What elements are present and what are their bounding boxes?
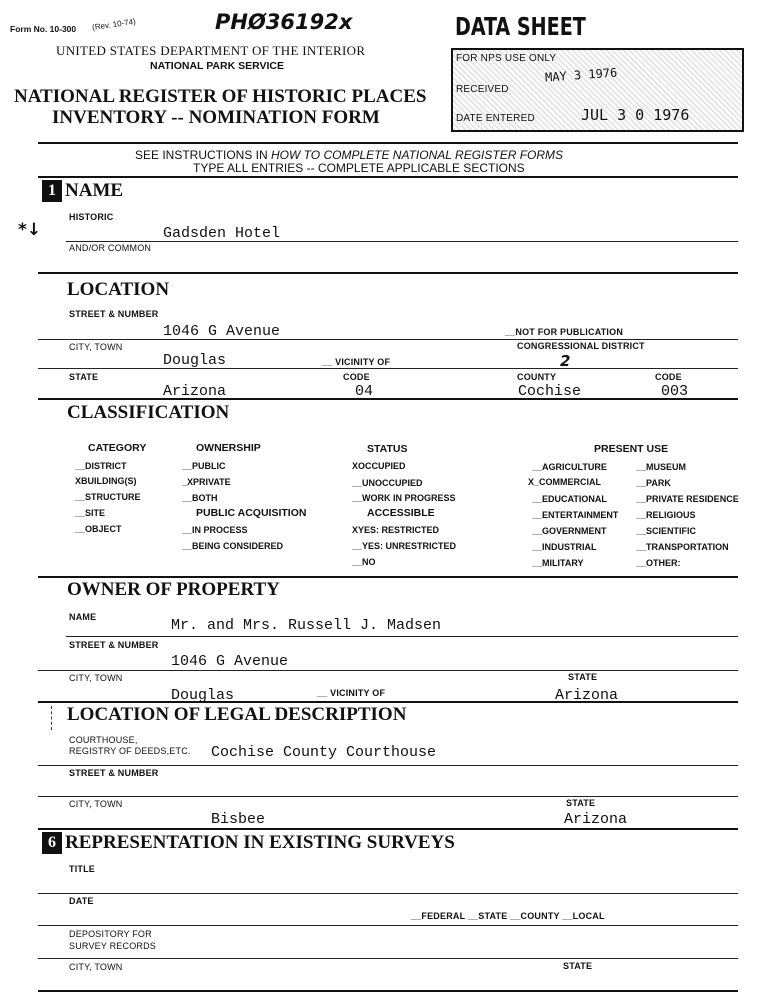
section-title: REPRESENTATION IN EXISTING SURVEYS: [65, 832, 455, 853]
survey-state-label: STATE: [563, 961, 593, 971]
use-museum[interactable]: __MUSEUM: [636, 462, 687, 472]
field-line: [66, 241, 738, 242]
legal-city-value: Bisbee: [211, 811, 266, 828]
section-rule: [38, 576, 738, 578]
use-private-residence[interactable]: __PRIVATE RESIDENCE: [636, 494, 739, 504]
margin-annotation: *↓: [18, 220, 42, 240]
use-educational[interactable]: __EDUCATIONAL: [532, 494, 607, 504]
city-value: Douglas: [163, 352, 227, 369]
header-rule: [38, 142, 738, 144]
form-revision: (Rev. 10-74): [91, 16, 137, 33]
ownership-private[interactable]: _XPRIVATE: [182, 477, 231, 487]
field-line: [66, 636, 738, 637]
section-number-badge: 1: [42, 180, 62, 202]
section-rule: [38, 272, 738, 274]
acquisition-in-process[interactable]: __IN PROCESS: [182, 525, 248, 535]
instructions-line2: TYPE ALL ENTRIES -- COMPLETE APPLICABLE SECTIONS: [193, 161, 525, 175]
field-line: [38, 796, 738, 797]
form-title-line2: INVENTORY -- NOMINATION FORM: [52, 107, 380, 128]
historic-name-value: Gadsden Hotel: [163, 225, 281, 242]
present-use-heading: PRESENT USE: [594, 443, 669, 455]
category-district[interactable]: __DISTRICT: [75, 461, 127, 471]
owner-street-value: 1046 G Avenue: [171, 653, 289, 670]
survey-city-label: CITY, TOWN: [69, 962, 123, 972]
service-name: NATIONAL PARK SERVICE: [150, 60, 284, 72]
historic-label: HISTORIC: [69, 212, 114, 222]
vicinity-checkbox[interactable]: __ VICINITY OF: [322, 357, 391, 367]
county-label: COUNTY: [517, 372, 557, 382]
use-entertainment[interactable]: __ENTERTAINMENT: [532, 510, 619, 520]
city-town-label: CITY, TOWN: [69, 342, 123, 352]
instructions-title: HOW TO COMPLETE NATIONAL REGISTER FORMS: [271, 148, 564, 162]
survey-records-label: SURVEY RECORDS: [69, 941, 156, 951]
nps-use-only-label: FOR NPS USE ONLY: [456, 53, 557, 64]
category-site[interactable]: __SITE: [75, 508, 106, 518]
location-heading: LOCATION: [67, 279, 170, 300]
category-buildings[interactable]: XBUILDING(S): [75, 476, 137, 486]
data-sheet-title: DATA SHEET: [455, 12, 586, 41]
courthouse-value: Cochise County Courthouse: [211, 744, 437, 761]
form-title-line1: NATIONAL REGISTER OF HISTORIC PLACES: [14, 86, 427, 107]
legal-city-label: CITY, TOWN: [69, 799, 123, 809]
owner-state-value: Arizona: [555, 687, 619, 704]
classification-heading: CLASSIFICATION: [67, 402, 230, 423]
received-stamp: MAY 3 1976: [544, 65, 618, 85]
field-line: [38, 670, 738, 671]
owner-state-label: STATE: [568, 672, 598, 682]
margin-mark: [51, 706, 52, 730]
instructions-line1: [135, 148, 563, 162]
section-number-badge: 6: [42, 832, 62, 854]
legal-street-label: STREET & NUMBER: [69, 768, 159, 778]
state-value: Arizona: [163, 383, 227, 400]
registry-of-deeds-label: REGISTRY OF DEEDS,ETC.: [69, 746, 191, 756]
common-name-label: AND/OR COMMON: [69, 243, 152, 253]
field-line: [38, 368, 738, 369]
date-entered-label: DATE ENTERED: [456, 113, 535, 124]
not-for-publication-checkbox[interactable]: __NOT FOR PUBLICATION: [505, 327, 624, 337]
courthouse-label: COURTHOUSE,: [69, 735, 138, 745]
section-rule: [38, 828, 738, 830]
status-work-in-progress[interactable]: __WORK IN PROGRESS: [352, 493, 456, 503]
status-unoccupied[interactable]: __UNOCCUPIED: [352, 478, 423, 488]
congressional-district-value: 2: [560, 352, 571, 370]
section-1-heading: [42, 180, 123, 202]
depository-label: DEPOSITORY FOR: [69, 929, 152, 939]
owner-city-label: CITY, TOWN: [69, 673, 123, 683]
handwritten-reference-number: PHØ36192x: [215, 10, 353, 34]
survey-level-options[interactable]: __FEDERAL __STATE __COUNTY __LOCAL: [411, 911, 605, 921]
form-number: Form No. 10-300: [10, 24, 77, 34]
county-code-value: 003: [661, 383, 689, 400]
section-rule: [38, 701, 738, 703]
category-object[interactable]: __OBJECT: [75, 524, 122, 534]
use-government[interactable]: __GOVERNMENT: [532, 526, 607, 536]
use-transportation[interactable]: __TRANSPORTATION: [636, 542, 729, 552]
owner-heading: OWNER OF PROPERTY: [67, 579, 280, 600]
survey-date-label: DATE: [69, 896, 94, 906]
nps-use-only-box: [451, 48, 744, 132]
owner-vicinity-checkbox[interactable]: __ VICINITY OF: [317, 688, 386, 698]
state-label: STATE: [69, 372, 99, 382]
received-label: RECEIVED: [456, 84, 509, 95]
use-military[interactable]: __MILITARY: [532, 558, 584, 568]
survey-title-label: TITLE: [69, 864, 95, 874]
ownership-both[interactable]: __BOTH: [182, 493, 218, 503]
use-other[interactable]: __OTHER:: [636, 558, 681, 568]
use-industrial[interactable]: __INDUSTRIAL: [532, 542, 597, 552]
accessible-restricted[interactable]: XYES: RESTRICTED: [352, 525, 440, 535]
owner-city-value: Douglas: [171, 687, 235, 704]
owner-name-label: NAME: [69, 612, 97, 622]
status-heading: STATUS: [367, 443, 408, 455]
section-6-heading: [42, 832, 455, 854]
state-code-value: 04: [355, 383, 374, 400]
ownership-public[interactable]: __PUBLIC: [182, 461, 226, 471]
owner-street-label: STREET & NUMBER: [69, 640, 159, 650]
instructions-text: SEE INSTRUCTIONS IN: [135, 148, 272, 162]
category-structure[interactable]: __STRUCTURE: [75, 492, 141, 502]
owner-name-value: Mr. and Mrs. Russell J. Madsen: [171, 617, 442, 634]
use-park[interactable]: __PARK: [636, 478, 671, 488]
section-rule: [38, 398, 738, 400]
field-line: [38, 925, 738, 926]
use-scientific[interactable]: __SCIENTIFIC: [636, 526, 697, 536]
use-agriculture[interactable]: __AGRICULTURE: [532, 462, 607, 472]
section-title: NAME: [65, 180, 124, 201]
street-number-value: 1046 G Avenue: [163, 323, 281, 340]
acquisition-being-considered[interactable]: __BEING CONSIDERED: [182, 541, 284, 551]
legal-description-heading: LOCATION OF LEGAL DESCRIPTION: [67, 704, 407, 725]
department-name: UNITED STATES DEPARTMENT OF THE INTERIOR: [56, 43, 366, 58]
ownership-heading: OWNERSHIP: [196, 442, 261, 454]
field-line: [38, 765, 738, 766]
public-acquisition-heading: PUBLIC ACQUISITION: [196, 507, 307, 519]
instructions-rule: [38, 176, 738, 178]
use-commercial[interactable]: X_COMMERCIAL: [528, 477, 602, 487]
street-number-label: STREET & NUMBER: [69, 309, 159, 319]
status-occupied[interactable]: XOCCUPIED: [352, 461, 406, 471]
field-line: [38, 893, 738, 894]
congressional-district-label: CONGRESSIONAL DISTRICT: [517, 341, 645, 351]
accessible-heading: ACCESSIBLE: [367, 507, 435, 519]
legal-state-label: STATE: [566, 798, 596, 808]
state-code-label: CODE: [343, 372, 370, 382]
date-entered-stamp: JUL 3 0 1976: [581, 106, 690, 124]
accessible-no[interactable]: __NO: [352, 557, 376, 567]
legal-state-value: Arizona: [564, 811, 628, 828]
field-line: [38, 958, 738, 959]
section-rule: [38, 990, 738, 992]
county-value: Cochise: [518, 383, 582, 400]
use-religious[interactable]: __RELIGIOUS: [636, 510, 696, 520]
accessible-unrestricted[interactable]: __YES: UNRESTRICTED: [352, 541, 457, 551]
category-heading: CATEGORY: [88, 442, 147, 454]
county-code-label: CODE: [655, 372, 682, 382]
field-line: [38, 339, 738, 340]
